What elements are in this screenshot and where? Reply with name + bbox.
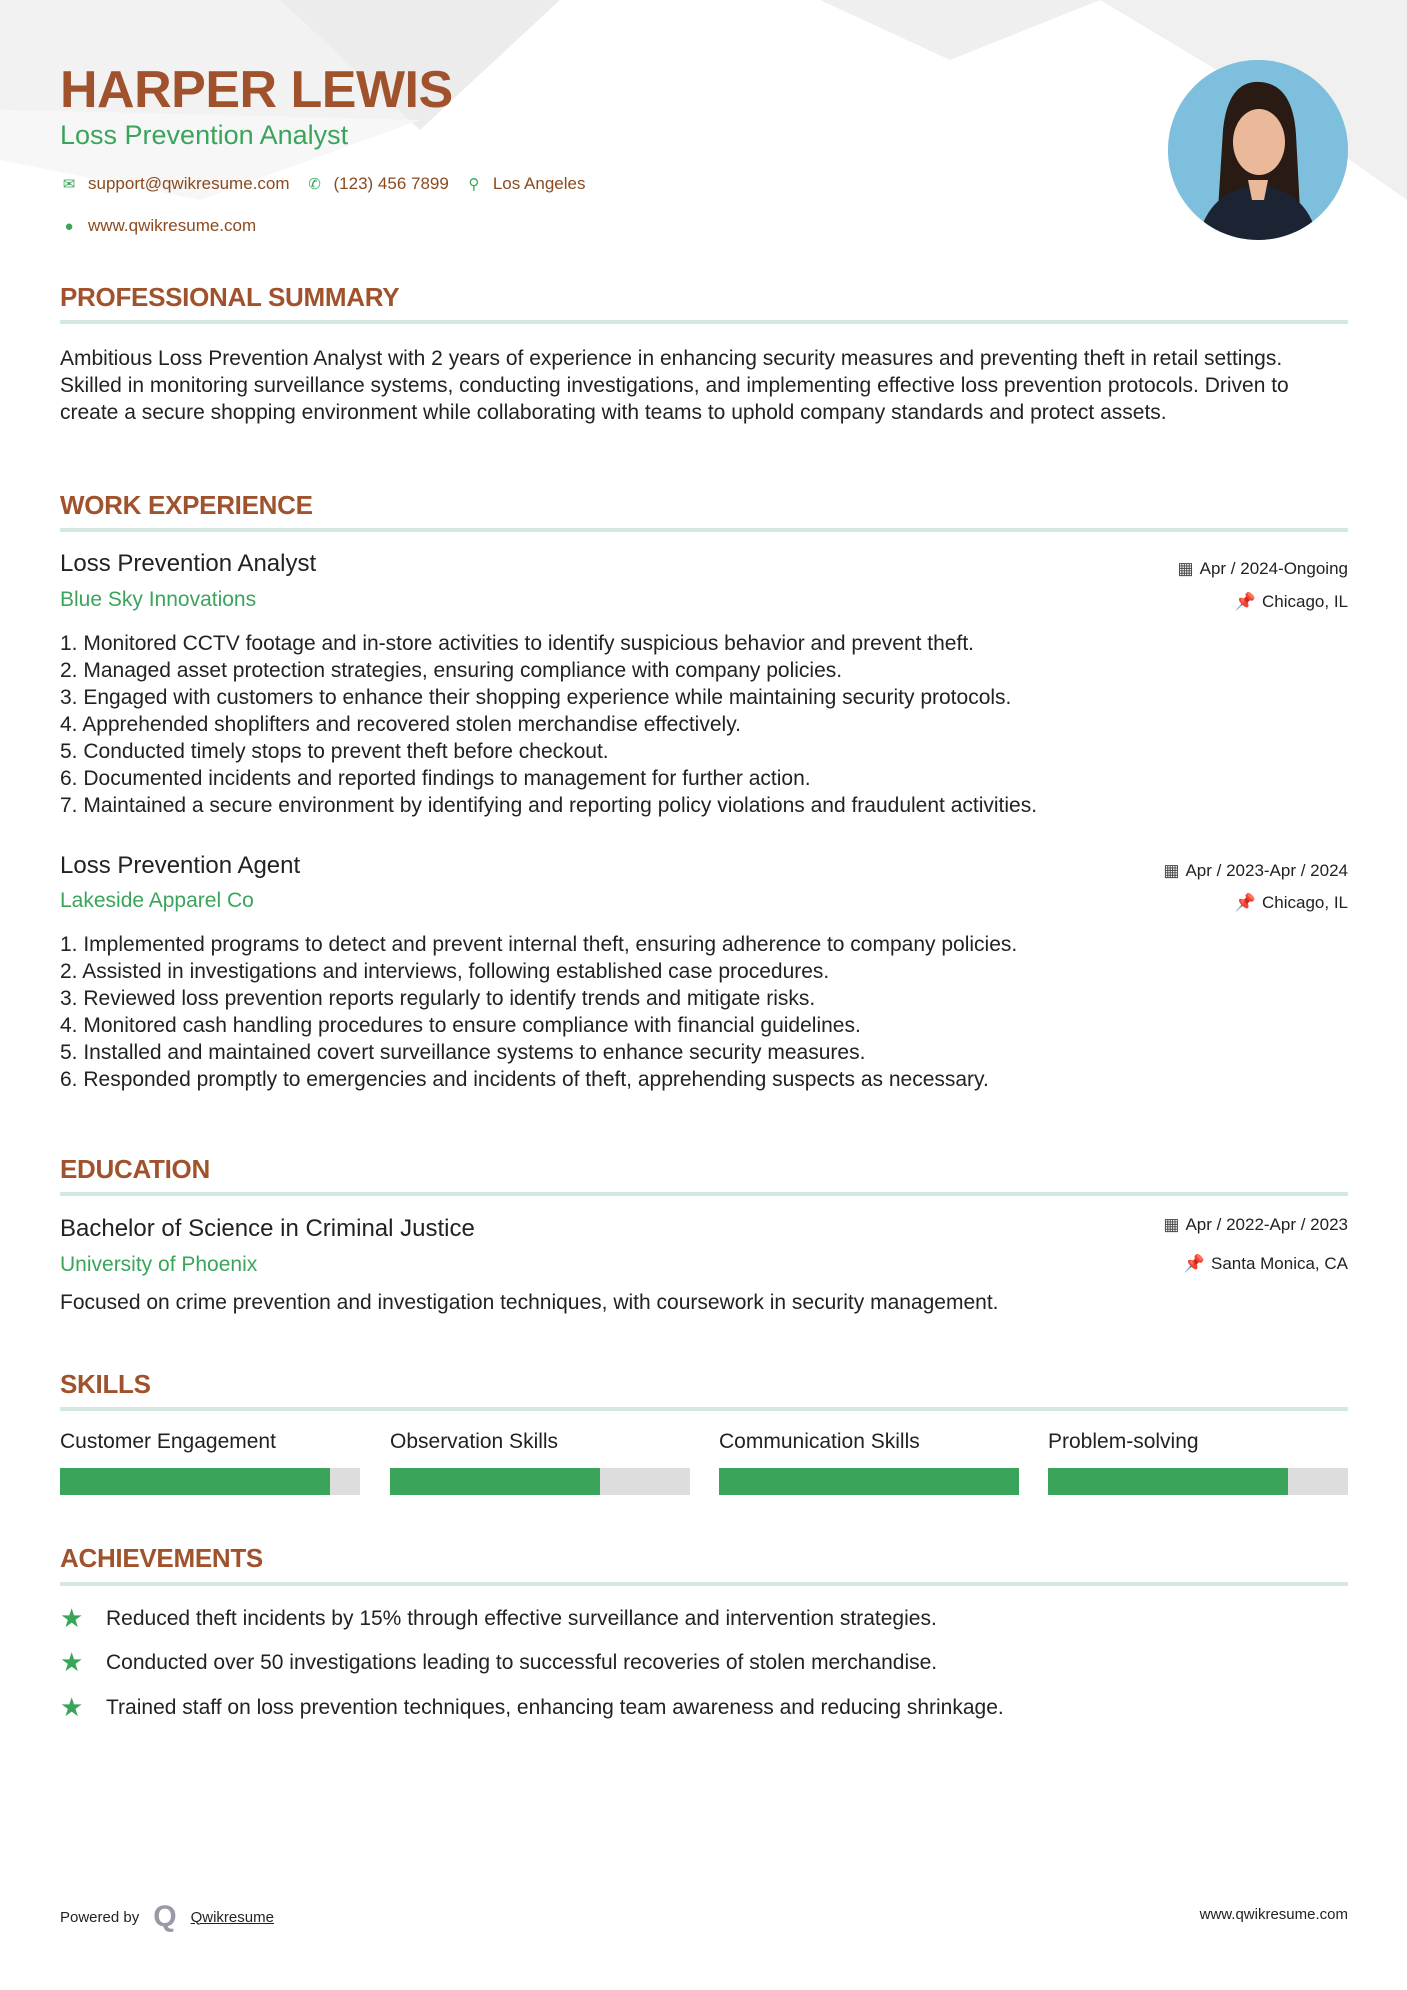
job-location-text: Chicago, IL: [1262, 592, 1348, 611]
calendar-icon: ▦: [1177, 559, 1194, 578]
calendar-icon: ▦: [1163, 861, 1180, 880]
list-item: 5. Conducted timely stops to prevent theft before checkout.: [60, 740, 609, 763]
candidate-name: HARPER LEWIS: [60, 61, 453, 119]
website-row: [60, 216, 256, 236]
list-item: 1. Implemented programs to detect and prevent internal theft, ensuring adherence to company policies.: [60, 933, 1018, 956]
skill-bar: [390, 1468, 690, 1495]
education-location-text: Santa Monica, CA: [1210, 1254, 1348, 1273]
list-item: 3. Engaged with customers to enhance their shopping experience while maintaining security protocols.: [60, 686, 1012, 709]
skill-bar-fill: [390, 1468, 600, 1495]
summary-text: Ambitious Loss Prevention Analyst with 2 years of experience in enhancing security measures and preventing theft in retail settings. Skilled in monitoring surveillance systems, conducting investigations, and implementing effective loss prevention protocols. Driven to create a secure shopping environment while collaborating with teams to uphold company standards and protect assets.: [60, 347, 1289, 424]
skill-name: Customer Engagement: [60, 1430, 276, 1453]
skill-bar-fill: [60, 1468, 330, 1495]
powered-by-text: Powered by: [60, 1908, 140, 1926]
section-divider: [60, 1407, 1348, 1411]
job-location: [1235, 592, 1348, 612]
star-icon: ★: [60, 1603, 84, 1633]
skill-bar: [719, 1468, 1019, 1495]
pin-icon: 📌: [1234, 592, 1256, 611]
education-heading: EDUCATION: [60, 1154, 210, 1184]
education-location: [1184, 1254, 1348, 1274]
star-icon: ★: [60, 1647, 84, 1677]
job-title: Loss Prevention Agent: [60, 852, 301, 879]
qwikresume-logo-icon: Q: [153, 1900, 177, 1933]
location-text: Los Angeles: [492, 174, 586, 193]
education-date-text: Apr / 2022-Apr / 2023: [1185, 1215, 1348, 1234]
school-name: University of Phoenix: [60, 1253, 258, 1276]
skill-item: [60, 1430, 360, 1495]
profile-photo: [1168, 60, 1348, 240]
skill-item: [390, 1430, 690, 1495]
job-location-text: Chicago, IL: [1262, 893, 1348, 912]
list-item: 6. Documented incidents and reported findings to management for further action.: [60, 767, 811, 790]
experience-heading: WORK EXPERIENCE: [60, 490, 313, 520]
skill-bar-fill: [719, 1468, 1019, 1495]
phone-text: (123) 456 7899: [333, 174, 449, 193]
list-item: 7. Maintained a secure environment by identifying and reporting policy violations and fraudulent activities.: [60, 794, 1038, 817]
achievement-text: Conducted over 50 investigations leading to successful recoveries of stolen merchandise.: [106, 1650, 938, 1674]
list-item: 1. Monitored CCTV footage and in-store activities to identify suspicious behavior and prevent theft.: [60, 632, 974, 655]
list-item: 6. Responded promptly to emergencies and incidents of theft, apprehending suspects as necessary.: [60, 1068, 989, 1091]
job-date-text: Apr / 2024-Ongoing: [1199, 559, 1348, 578]
phone-icon: ✆: [308, 176, 321, 193]
skill-bar: [60, 1468, 360, 1495]
skill-name: Problem-solving: [1048, 1430, 1199, 1453]
star-icon: ★: [60, 1692, 84, 1722]
skill-item: [1048, 1430, 1348, 1495]
job-bullets: [60, 630, 1360, 819]
job-location: [1235, 893, 1348, 913]
list-item: 2. Assisted in investigations and interviews, following established case procedures.: [60, 960, 830, 983]
list-item: 3. Reviewed loss prevention reports regularly to identify trends and mitigate risks.: [60, 987, 816, 1010]
section-divider: [60, 320, 1348, 324]
achievement-text: Trained staff on loss prevention techniques, enhancing team awareness and reducing shrinkage.: [106, 1695, 1004, 1719]
email-icon: ✉: [62, 176, 76, 193]
achievement-item: [60, 1603, 937, 1634]
location-pin-icon: ⚲: [468, 176, 480, 193]
email-link[interactable]: support@qwikresume.com: [88, 174, 290, 193]
website-link[interactable]: www.qwikresume.com: [88, 216, 257, 235]
list-item: 4. Apprehended shoplifters and recovered stolen merchandise effectively.: [60, 713, 741, 736]
job-title: Loss Prevention Analyst: [60, 550, 317, 577]
summary-heading: PROFESSIONAL SUMMARY: [60, 282, 400, 312]
skill-bar-fill: [1048, 1468, 1288, 1495]
achievement-item: [60, 1692, 1004, 1723]
education-date: [1163, 1215, 1348, 1235]
education-description: Focused on crime prevention and investigation techniques, with coursework in security management.: [60, 1291, 999, 1314]
job-bullets: [60, 931, 1360, 1093]
list-item: 2. Managed asset protection strategies, ensuring compliance with company policies.: [60, 659, 843, 682]
job-date: [1178, 559, 1348, 579]
degree-title: Bachelor of Science in Criminal Justice: [60, 1215, 475, 1242]
skill-name: Communication Skills: [719, 1430, 920, 1453]
section-divider: [60, 528, 1348, 532]
section-divider: [60, 1582, 1348, 1586]
company-name: Lakeside Apparel Co: [60, 889, 254, 912]
achievement-item: [60, 1647, 937, 1678]
list-item: 4. Monitored cash handling procedures to ensure compliance with financial guidelines.: [60, 1014, 861, 1037]
skill-name: Observation Skills: [390, 1430, 559, 1453]
achievement-text: Reduced theft incidents by 15% through effective surveillance and intervention strategies.: [106, 1606, 937, 1630]
list-item: 5. Installed and maintained covert surveillance systems to enhance security measures.: [60, 1041, 866, 1064]
job-date-text: Apr / 2023-Apr / 2024: [1185, 861, 1348, 880]
job-date: [1163, 861, 1348, 881]
globe-icon: ●: [64, 217, 74, 235]
candidate-title: Loss Prevention Analyst: [60, 120, 349, 150]
footer-website[interactable]: www.qwikresume.com: [1199, 1906, 1348, 1923]
skills-heading: SKILLS: [60, 1369, 151, 1399]
brand-link[interactable]: Qwikresume: [190, 1908, 274, 1926]
section-divider: [60, 1192, 1348, 1196]
footer-powered: [60, 1900, 274, 1934]
company-name: Blue Sky Innovations: [60, 588, 257, 611]
contact-row: [60, 174, 585, 194]
skill-bar: [1048, 1468, 1348, 1495]
skill-item: [719, 1430, 1019, 1495]
pin-icon: 📌: [1234, 893, 1256, 912]
achievements-heading: ACHIEVEMENTS: [60, 1543, 263, 1573]
calendar-icon: ▦: [1163, 1215, 1180, 1234]
pin-icon: 📌: [1183, 1254, 1205, 1273]
